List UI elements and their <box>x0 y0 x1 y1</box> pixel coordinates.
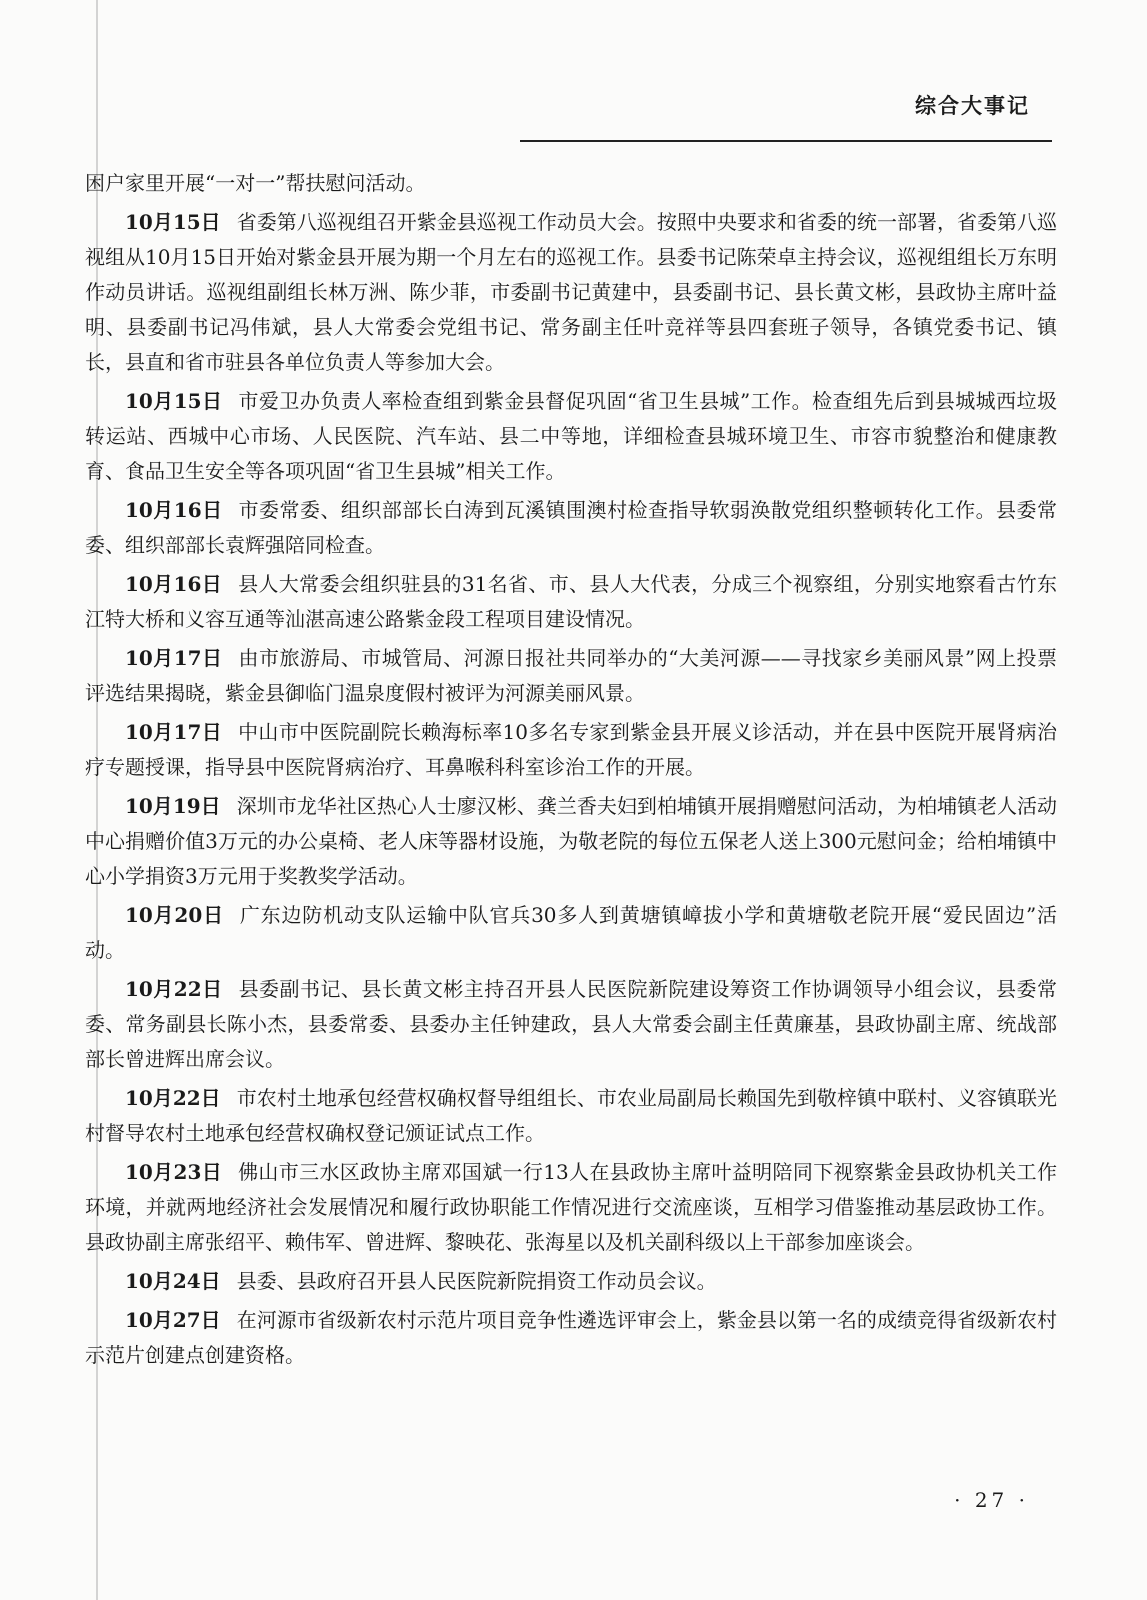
entry-date: 10月24日 <box>125 1269 221 1293</box>
chronicle-body <box>85 166 1057 1377</box>
entry-text: 市爱卫办负责人率检查组到紫金县督促巩固“省卫生县城”工作。检查组先后到县城城西垃圾转运站、西城中心市场、人民医院、汽车站、县二中等地，详细检查县城环境卫生、市容市貌整治和健康教育、食品卫生安全等各项巩固“省卫生县城”相关工作。 <box>85 389 1058 483</box>
entry-date: 10月19日 <box>125 794 221 818</box>
entry-date: 10月23日 <box>125 1160 223 1184</box>
entry-date: 10月22日 <box>125 977 223 1001</box>
entry-paragraph <box>85 567 1057 637</box>
entry-text: 在河源市省级新农村示范片项目竞争性遴选评审会上，紫金县以第一名的成绩竞得省级新农村示范片创建点创建资格。 <box>85 1308 1058 1367</box>
entry-date: 10月15日 <box>125 210 221 234</box>
entry-date: 10月17日 <box>125 720 223 744</box>
entry-text: 县委副书记、县长黄文彬主持召开县人民医院新院建设筹资工作协调领导小组会议，县委常委、常务副县长陈小杰，县委常委、县委办主任钟建政，县人大常委会副主任黄廉基，县政协副主席、统战部部长曾进辉出席会议。 <box>85 977 1057 1071</box>
entry-paragraph <box>85 384 1057 489</box>
entry-date: 10月16日 <box>125 572 223 596</box>
entry-paragraph <box>85 205 1057 380</box>
entry-text: 由市旅游局、市城管局、河源日报社共同举办的“大美河源——寻找家乡美丽风景”网上投票评选结果揭晓，紫金县御临门温泉度假村被评为河源美丽风景。 <box>85 646 1057 705</box>
entry-date: 10月17日 <box>125 646 223 670</box>
entry-date: 10月16日 <box>125 498 223 522</box>
entry-text: 省委第八巡视组召开紫金县巡视工作动员大会。按照中央要求和省委的统一部署，省委第八巡视组从10月15日开始对紫金县开展为期一个月左右的巡视工作。县委书记陈荣卓主持会议，巡视组组长万东明作动员讲话。巡视组副组长林万洲、陈少菲，市委副书记黄建中，县委副书记、县长黄文彬，县政协主席叶益明、县委副书记冯伟斌，县人大常委会党组书记、常务副主任叶竞祥等县四套班子领导，各镇党委书记、镇长，县直和省市驻县各单位负责人等参加大会。 <box>85 210 1058 374</box>
entry-paragraph <box>85 1303 1057 1373</box>
entry-text: 广东边防机动支队运输中队官兵30多人到黄塘镇嶂拔小学和黄塘敬老院开展“爱民固边”活动。 <box>85 903 1057 962</box>
entry-text: 县人大常委会组织驻县的31名省、市、县人大代表，分成三个视察组，分别实地察看古竹东江特大桥和义容互通等汕湛高速公路紫金段工程项目建设情况。 <box>85 572 1058 631</box>
entry-paragraph <box>85 1155 1057 1260</box>
page-number: · 27 · <box>954 1488 1029 1512</box>
entry-text: 深圳市龙华社区热心人士廖汉彬、龚兰香夫妇到柏埔镇开展捐赠慰问活动，为柏埔镇老人活动中心捐赠价值3万元的办公桌椅、老人床等器材设施，为敬老院的每位五保老人送上300元慰问金；给柏埔镇中心小学捐资3万元用于奖教奖学活动。 <box>85 794 1058 888</box>
entry-paragraph <box>85 1264 1057 1299</box>
entry-paragraph <box>85 898 1057 968</box>
entry-paragraph <box>85 715 1057 785</box>
entry-date: 10月22日 <box>125 1086 221 1110</box>
entry-paragraph <box>85 493 1057 563</box>
entry-text: 佛山市三水区政协主席邓国斌一行13人在县政协主席叶益明陪同下视察紫金县政协机关工作环境，并就两地经济社会发展情况和履行政协职能工作情况进行交流座谈，互相学习借鉴推动基层政协工作。县政协副主席张绍平、赖伟军、曾进辉、黎映花、张海星以及机关副科级以上干部参加座谈会。 <box>85 1160 1058 1254</box>
entry-paragraph <box>85 972 1057 1077</box>
entry-date: 10月15日 <box>125 389 223 413</box>
continuation-paragraph: 困户家里开展“一对一”帮扶慰问活动。 <box>85 171 426 195</box>
section-title: 综合大事记 <box>915 94 1030 118</box>
entry-date: 10月27日 <box>125 1308 221 1332</box>
entry-text: 县委、县政府召开县人民医院新院捐资工作动员会议。 <box>236 1269 717 1293</box>
entry-text: 市委常委、组织部部长白涛到瓦溪镇围澳村检查指导软弱涣散党组织整顿转化工作。县委常委、组织部部长袁辉强陪同检查。 <box>85 498 1057 557</box>
entry-date: 10月20日 <box>125 903 224 927</box>
entry-text: 市农村土地承包经营权确权督导组组长、市农业局副局长赖国先到敬梓镇中联村、义容镇联光村督导农村土地承包经营权确权登记颁证试点工作。 <box>85 1086 1058 1145</box>
entry-paragraph <box>85 789 1057 894</box>
entry-text: 中山市中医院副院长赖海标率10多名专家到紫金县开展义诊活动，并在县中医院开展肾病治疗专题授课，指导县中医院肾病治疗、耳鼻喉科科室诊治工作的开展。 <box>85 720 1058 779</box>
page-header <box>520 78 1052 142</box>
entry-paragraph <box>85 641 1057 711</box>
entry-paragraph <box>85 1081 1057 1151</box>
